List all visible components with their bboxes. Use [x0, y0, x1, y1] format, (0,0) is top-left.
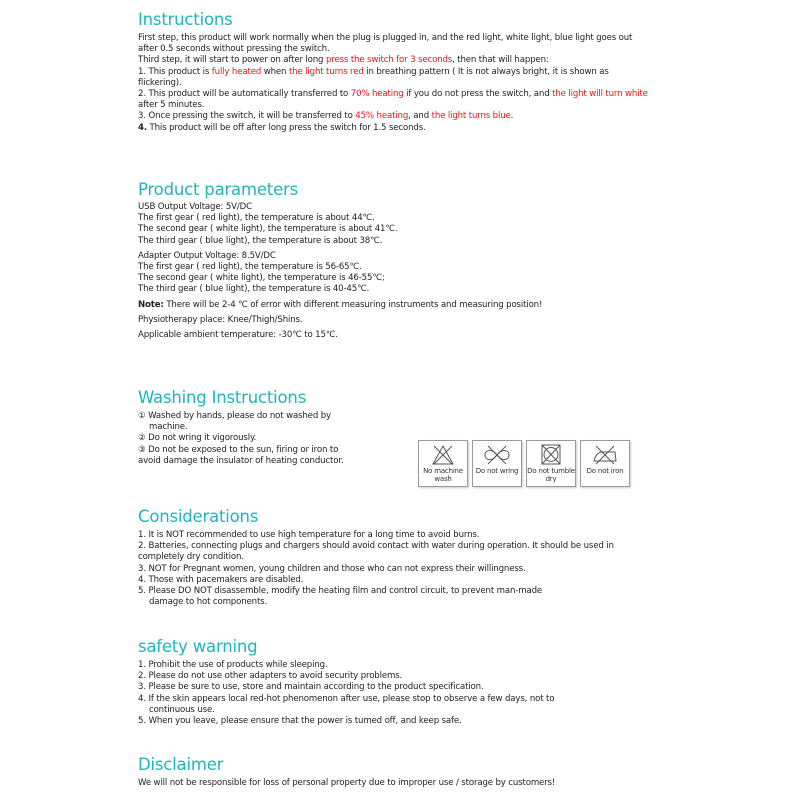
note-text: There will be 2-4 ℃ of error with different measuring instruments and measuring position!	[163, 299, 543, 310]
care-symbol-do-not-iron	[580, 440, 630, 487]
instruction-text: .	[510, 111, 514, 122]
washing-title: Washing Instructions	[138, 388, 307, 407]
safety-item: continuous use.	[149, 704, 215, 715]
consideration-item: 4. Those with pacemakers are disabled.	[138, 574, 304, 585]
note-label: Note:	[138, 299, 164, 310]
safety-title: safety warning	[138, 637, 258, 656]
usb-gear-line: The third gear ( blue light), the temperature is about 38℃.	[138, 235, 383, 246]
instruction-text: This product will be off after long press the switch for 1.5 seconds.	[146, 122, 426, 133]
adapter-gear-line: The second gear ( white light), the temperature is 46-55℃;	[138, 273, 385, 284]
instruction-text: , then that will happen:	[452, 55, 549, 66]
instruction-text: 4.	[138, 122, 147, 133]
usb-gear-line: The second gear ( white light), the temperature is about 41℃.	[138, 224, 398, 235]
instruction-text: after 5 minutes.	[138, 100, 205, 111]
care-symbol-do-not-wring	[472, 440, 522, 487]
instruction-text: 2. This product will be automatically transferred to	[138, 89, 351, 100]
safety-section	[138, 637, 648, 727]
care-symbol-do-not-tumble-dry	[526, 440, 576, 487]
instruction-line	[138, 111, 648, 122]
disclaimer-section	[138, 755, 648, 789]
usb-gear-line: The first gear ( red light), the temperature is about 44℃.	[138, 213, 375, 224]
instruction-text: when	[261, 66, 289, 77]
highlight-text: 45% heating	[355, 111, 409, 122]
instruction-text: 1. This product is	[138, 66, 212, 77]
highlight-text: the light will turn white	[552, 89, 648, 100]
considerations-section	[138, 507, 648, 608]
error-note	[138, 300, 648, 311]
care-label: Do not tumble dry	[527, 467, 575, 483]
do-not-wring-icon	[482, 444, 512, 466]
safety-item: 1. Prohibit the use of products while sleeping.	[138, 660, 328, 670]
instructions-body	[138, 33, 648, 134]
safety-item: 2. Please do not use other adapters to avoid security problems.	[138, 671, 403, 682]
consideration-item: damage to hot components.	[149, 597, 268, 608]
washing-section	[138, 388, 648, 498]
instructions-title: Instructions	[138, 10, 233, 29]
care-symbols	[418, 440, 630, 487]
care-label: Do not wring	[475, 467, 519, 475]
highlight-text: the light turns red	[288, 66, 364, 77]
safety-item: 4. If the skin appears local red-hot phenomenon after use, please stop to observe a few days, not to	[138, 693, 555, 704]
care-symbol-no-machine-wash	[418, 440, 468, 487]
washing-item: machine.	[149, 422, 188, 433]
do-not-tumble-dry-icon	[536, 444, 566, 466]
consideration-item: 3. NOT for Pregnant women, young children and those who can not express their willingness.	[138, 563, 526, 574]
considerations-title: Considerations	[138, 507, 259, 526]
instruction-line	[138, 89, 648, 111]
instruction-text: First step, this product will work normally when the plug is plugged in, and the red light, white light, blue light goes out after 0.5 seconds without pressing the switch.	[138, 33, 633, 55]
usb-voltage-heading: USB Output Voltage: 5V/DC	[138, 202, 252, 212]
washing-item: avoid damage the insulator of heating conductor.	[138, 455, 344, 466]
consideration-item: 5. Please DO NOT disassemble, modify the heating film and control circuit, to prevent man-made	[138, 586, 543, 597]
disclaimer-title: Disclaimer	[138, 755, 224, 774]
ambient-temperature: Applicable ambient temperature: -30℃ to 15℃.	[138, 330, 338, 341]
highlight-text: press the switch for 3 seconds	[325, 55, 453, 66]
consideration-item: 1. It is NOT recommended to use high temperature for a long time to avoid burns.	[138, 530, 480, 540]
instruction-line	[138, 55, 648, 66]
care-label: No machine wash	[423, 467, 463, 483]
care-label: Do not iron	[586, 467, 624, 475]
highlight-text: 70% heating	[350, 89, 404, 100]
safety-item: 3. Please be sure to use, store and maintain according to the product specification.	[138, 682, 484, 693]
instruction-text: in breathing pattern ( It is not always bright, it is shown as flickering).	[138, 66, 609, 88]
consideration-item: 2. Batteries, connecting plugs and chargers should avoid contact with water during operation. It should be used in completely dry condition.	[138, 541, 614, 563]
parameters-section	[138, 180, 648, 341]
highlight-text: the light turns blue	[431, 111, 511, 122]
instruction-text: 3. Once pressing the switch, it will be transferred to	[138, 111, 356, 122]
disclaimer-text: We will not be responsible for loss of personal property due to improper use / storage by customers!	[138, 778, 556, 788]
highlight-text: fully heated	[211, 66, 262, 77]
adapter-voltage-heading: Adapter Output Voltage: 8.5V/DC	[138, 250, 276, 261]
no-machine-wash-icon	[428, 444, 458, 466]
washing-item: ② Do not wring it vigorously.	[138, 433, 257, 444]
parameters-title: Product parameters	[138, 180, 298, 199]
safety-item: 5. When you leave, please ensure that the power is tumed off, and keep safe.	[138, 716, 462, 727]
physiotherapy-place: Physiotherapy place: Knee/Thigh/Shins.	[138, 314, 303, 325]
adapter-gear-line: The third gear ( blue light), the temperature is 40-45℃.	[138, 284, 370, 295]
do-not-iron-icon	[590, 444, 620, 466]
washing-item: ① Washed by hands, please do not washed by	[138, 411, 331, 421]
instruction-line	[138, 67, 648, 89]
instructions-section	[138, 10, 648, 134]
instruction-text: if you do not press the switch, and	[403, 89, 553, 100]
instruction-line	[138, 123, 648, 134]
instruction-text: , and	[408, 111, 432, 122]
adapter-gear-line: The first gear ( red light), the temperature is 56-65℃.	[138, 262, 362, 273]
instruction-line	[138, 33, 648, 55]
instruction-text: Third step, it will start to power on after long	[138, 55, 326, 66]
washing-item: ③ Do not be exposed to the sun, firing or iron to	[138, 444, 339, 455]
